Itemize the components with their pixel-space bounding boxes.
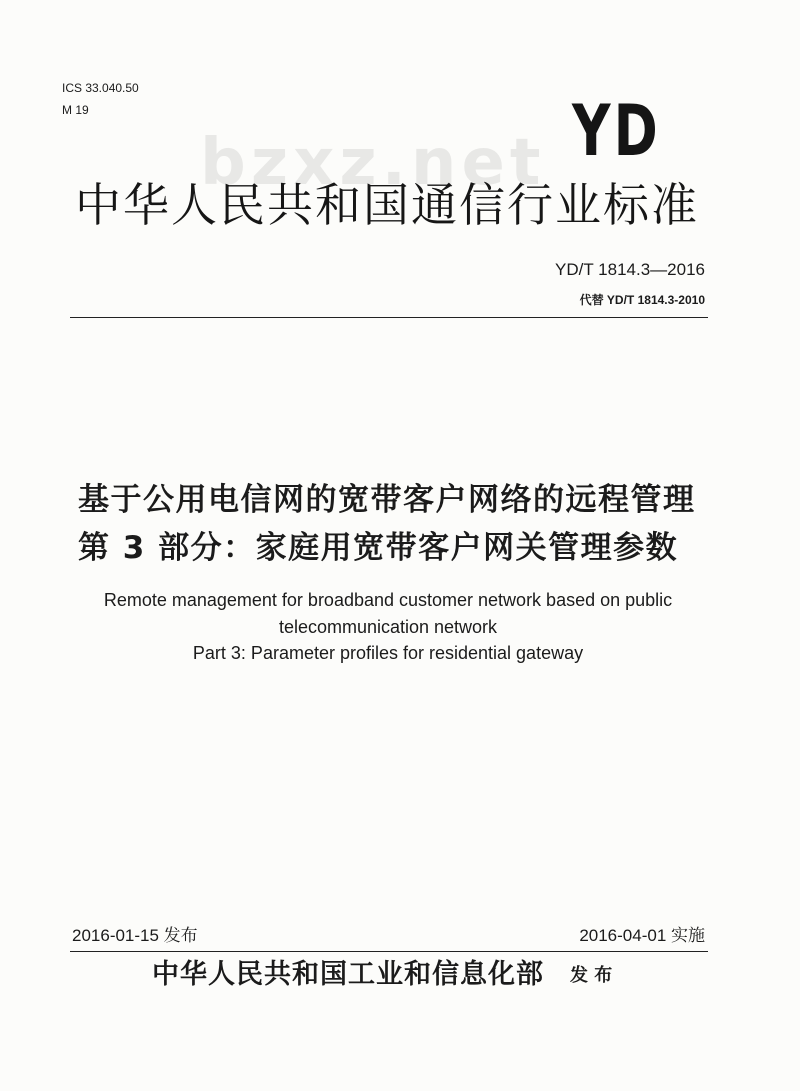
yd-logo: YD [572, 90, 661, 172]
issuer-action: 发 布 [570, 965, 613, 986]
replaces-standard: 代替 YD/T 1814.3-2010 [579, 293, 705, 307]
title-en-line-1: Remote management for broadband customer network based on public [103, 590, 673, 610]
implementation-date: 2016-04-01 实施 [579, 926, 705, 945]
bottom-divider [70, 951, 708, 952]
issue-date: 2016-01-15 发布 [72, 926, 198, 945]
header-title: 中华人民共和国通信行业标准 [75, 178, 699, 232]
title-cn-line-1: 基于公用电信网的宽带客户网络的远程管理 [78, 482, 696, 518]
ccs-code: M 19 [62, 103, 89, 117]
title-en-line-3: Part 3: Parameter profiles for residential gateway [192, 643, 584, 663]
title-cn-line-2: 第 3 部分：家庭用宽带客户网关管理参数 [78, 530, 679, 566]
watermark: bzxz.net [200, 126, 546, 200]
title-en-line-2: telecommunication network [278, 617, 498, 637]
standard-number: YD/T 1814.3—2016 [555, 260, 705, 279]
top-divider [70, 317, 708, 318]
ics-code: ICS 33.040.50 [62, 81, 139, 95]
issuer: 中华人民共和国工业和信息化部 [152, 959, 544, 990]
